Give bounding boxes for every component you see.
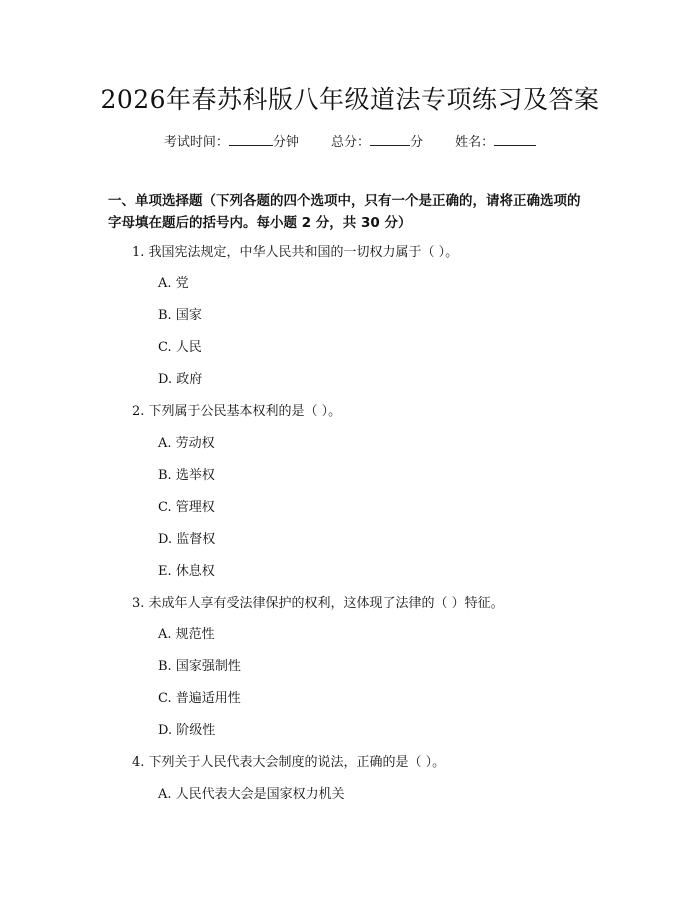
exam-time-label: 考试时间： — [163, 135, 229, 150]
section-heading-line-2: 字母填在题后的括号内。每小题 2 分，共 30 分） — [108, 215, 412, 231]
student-name-label: 姓名： — [455, 135, 495, 150]
student-name-blank — [494, 134, 536, 146]
question-1-option-c: C. 人民 — [158, 340, 202, 355]
question-2-option-b: B. 选举权 — [158, 468, 215, 483]
question-2-option-a: A. 劳动权 — [158, 436, 215, 451]
exam-time-unit: 分钟 — [272, 135, 299, 150]
total-score-field — [331, 131, 423, 150]
question-1-option-b: B. 国家 — [158, 308, 202, 323]
question-4-stem: 4. 下列关于人民代表大会制度的说法，正确的是（ ）。 — [132, 755, 446, 770]
question-1-stem: 1. 我国宪法规定，中华人民共和国的一切权力属于（ ）。 — [132, 245, 459, 260]
exam-time-blank — [229, 134, 273, 146]
question-3-stem: 3. 未成年人享有受法律保护的权利，这体现了法律的（ ）特征。 — [132, 596, 504, 611]
question-2-option-e: E. 休息权 — [158, 564, 215, 579]
question-2-option-c: C. 管理权 — [158, 500, 215, 515]
question-1-option-a: A. 党 — [158, 276, 189, 291]
exam-time-field — [164, 131, 299, 150]
student-name-field — [455, 131, 536, 150]
section-heading-line-1: 一、单项选择题（下列各题的四个选项中，只有一个是正确的，请将正确选项的 — [108, 193, 581, 209]
total-score-label: 总分： — [330, 135, 370, 150]
total-score-unit: 分 — [410, 135, 424, 150]
question-3-option-d: D. 阶级性 — [158, 723, 216, 738]
question-3-option-c: C. 普遍适用性 — [158, 691, 241, 706]
question-2-stem: 2. 下列属于公民基本权利的是（ ）。 — [132, 404, 342, 419]
question-2-option-d: D. 监督权 — [158, 532, 216, 547]
question-1-option-d: D. 政府 — [158, 372, 203, 387]
question-3-option-a: A. 规范性 — [158, 627, 215, 642]
exam-info-row — [0, 131, 700, 150]
question-4-option-a: A. 人民代表大会是国家权力机关 — [158, 787, 345, 802]
document-title: 2026年春苏科版八年级道法专项练习及答案 — [100, 85, 600, 114]
total-score-blank — [370, 134, 410, 146]
section-heading — [108, 190, 608, 234]
question-3-option-b: B. 国家强制性 — [158, 659, 241, 674]
